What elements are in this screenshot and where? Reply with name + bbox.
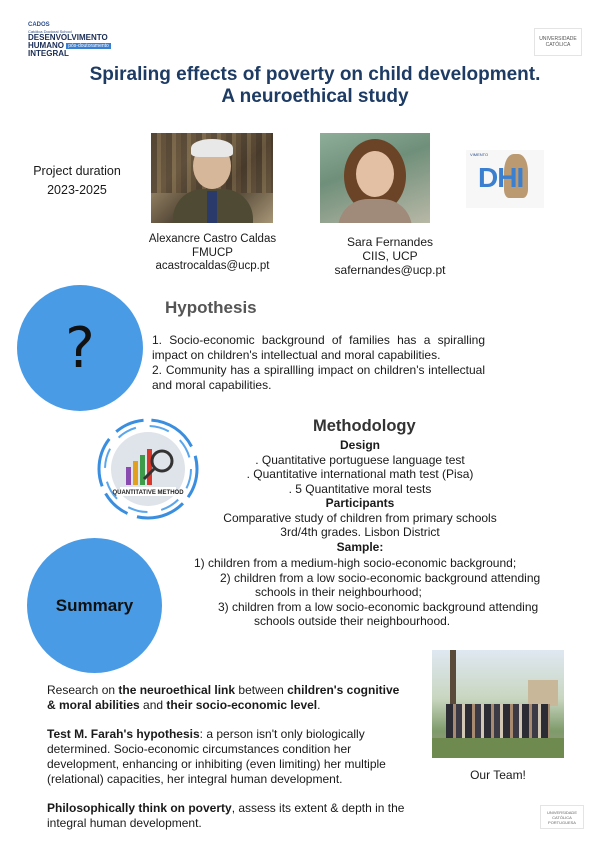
person2-info — [320, 235, 460, 277]
person2-name: Sara Fernandes — [346, 235, 434, 249]
sample-heading: Sample: — [336, 539, 384, 554]
design-heading: Design — [339, 438, 380, 452]
person1-info — [140, 233, 285, 274]
methodology-body — [185, 438, 535, 554]
sample-item: 1) children from a medium-high socio-economic background; — [194, 556, 517, 570]
team-photo — [432, 650, 564, 758]
dhi-logo-image: VIMENTO DHI — [466, 150, 544, 208]
university-logo-bottom: UNIVERSIDADE CATÓLICA PORTUGUESA — [540, 805, 584, 829]
summary-circle — [27, 538, 162, 673]
hypothesis-heading: Hypothesis — [165, 298, 257, 317]
design-item: . 5 Quantitative moral tests — [288, 481, 432, 496]
summary-label: Summary — [55, 595, 134, 615]
participants-line: Comparative study of children from primary schools — [223, 510, 497, 525]
participants-line: 3rd/4th grades. Lisbon District — [280, 525, 440, 539]
poster-title: Spiraling effects of poverty on child development. A neuroethical study — [89, 64, 541, 107]
sample-list — [190, 556, 570, 629]
question-mark-icon: ? — [65, 315, 95, 381]
person1-affiliation: FMUCP — [192, 246, 233, 259]
person2-email: safernandes@ucp.pt — [334, 263, 446, 277]
design-item: . Quantitative portuguese language test — [255, 452, 465, 467]
person1-name: Alexancre Castro Caldas — [148, 233, 277, 245]
person1-photo — [151, 133, 273, 223]
sample-item: schools outside their neighbourhood. — [254, 614, 451, 628]
hypothesis-body: 1. Socio-economic background of families has a spiralling impact on children's intellectual and moral capabilities. 2. Community has a spirallling impact on children's intellectual and moral capabilities. — [152, 333, 485, 392]
university-logo: UNIVERSIDADE CATÓLICA — [534, 28, 582, 56]
person1-email: acastrocaldas@ucp.pt — [155, 260, 270, 272]
question-circle — [17, 285, 143, 411]
participants-heading: Participants — [325, 496, 395, 510]
project-duration: Project duration 2023-2025 — [33, 164, 121, 197]
sample-item: 3) children from a low socio-economic background attending — [218, 599, 539, 614]
design-item: . Quantitative international math test (Pisa) — [246, 467, 474, 481]
dhi-program-logo: CADOS Católica Doctoral School DESENVOLVIMENTO HUMANO pós-doutoramento INTEGRAL — [28, 22, 109, 59]
sample-item: schools in their neighbourhood; — [255, 585, 422, 599]
summary-text: Research on the neuroethical link between children's cognitive & moral abilities and their socio-economic level. Test M. Farah's hypothesis: a person isn't only biologically determined. Socio-economic circumstances condition her development, enhancing or inhibiting (even limiting) her multiple (relational) capacities, her integral human development. Philosophically think on poverty, assess its extent & depth in the integral human development. — [47, 683, 405, 830]
team-caption: Our Team! — [470, 768, 526, 782]
person2-affiliation: CIIS, UCP — [362, 249, 418, 263]
methodology-heading: Methodology — [313, 417, 416, 435]
sample-item: 2) children from a low socio-economic background attending — [220, 570, 541, 585]
method-image-label: QUANTITATIVE METHOD — [112, 490, 184, 496]
person2-photo — [320, 133, 430, 223]
